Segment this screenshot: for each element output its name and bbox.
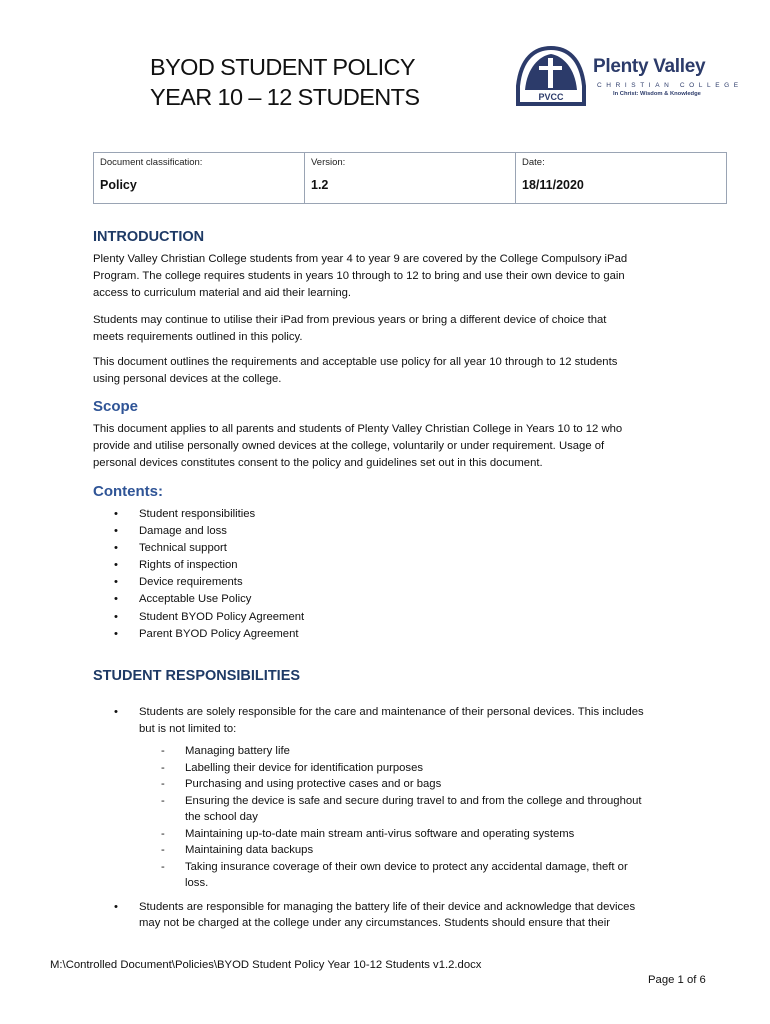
logo-name: Plenty Valley bbox=[593, 56, 706, 77]
sub-list bbox=[139, 743, 733, 892]
version-value: 1.2 bbox=[311, 178, 329, 192]
list-item: • Technical support bbox=[114, 542, 227, 555]
college-crest-icon bbox=[515, 46, 587, 110]
list-item: • Parent BYOD Policy Agreement bbox=[114, 627, 299, 640]
introduction-paragraph-1 bbox=[93, 251, 733, 303]
list-item: • Device requirements bbox=[114, 576, 243, 589]
text-line: This document applies to all parents and students of Plenty Valley Christian College in Years 10 to 12 who bbox=[93, 423, 623, 435]
text-line: personal devices constitutes consent to the policy and guidelines set out in this document. bbox=[93, 457, 543, 470]
text-line: meets requirements outlined in this policy. bbox=[93, 331, 303, 344]
introduction-paragraph-3 bbox=[93, 354, 733, 388]
sub-list-item: - Labelling their device for identification purposes bbox=[161, 761, 424, 774]
text-line: This document outlines the requirements and acceptable use policy for all year 10 through to 12 students bbox=[93, 356, 618, 368]
contents-heading: Contents: bbox=[93, 483, 163, 500]
footer-page-number: Page 1 of 6 bbox=[648, 974, 706, 986]
list-item: • Students are solely responsible for the care and maintenance of their personal devices. This includes but is not limited to: - Managing battery life - Labelling their device for identification purposes - Purchasing and using protective cases and or bags - Ensuring the device is safe and secure during travel to and from the college and throughout the school day - Maintaining up-to-date main stream anti-virus software and operating systems - Maintaining data backups - Taking insurance coverage of their own device to protect any accidental damage, theft or loss. bbox=[93, 704, 733, 892]
responsibilities-list bbox=[93, 704, 733, 932]
sub-list-item: - Maintaining data backups bbox=[161, 844, 314, 856]
text-line: using personal devices at the college. bbox=[93, 373, 282, 386]
date-label: Date: bbox=[522, 157, 545, 168]
scope-heading: Scope bbox=[93, 398, 139, 415]
college-logo bbox=[515, 46, 743, 110]
scope-paragraph bbox=[93, 421, 733, 473]
sub-list-item: - Taking insurance coverage of their own device to protect any accidental damage, theft or loss. bbox=[161, 860, 628, 889]
date-cell bbox=[516, 153, 727, 204]
responsibilities-heading: STUDENT RESPONSIBILITIES bbox=[93, 668, 301, 684]
text-line: Program. The college requires students in years 10 through to 12 to bring and use their own device to gain bbox=[93, 270, 625, 283]
document-title bbox=[150, 52, 420, 112]
list-item: • Acceptable Use Policy bbox=[114, 593, 252, 606]
sub-list-item: - Ensuring the device is safe and secure during travel to and from the college and throughout the school day bbox=[161, 794, 642, 823]
list-item: • Damage and loss bbox=[114, 525, 227, 538]
document-meta-table bbox=[93, 152, 727, 204]
svg-text:PVCC: PVCC bbox=[538, 92, 564, 102]
text-line: access to curriculum material and aid their learning. bbox=[93, 287, 352, 300]
list-item: • Rights of inspection bbox=[114, 559, 238, 572]
sub-list-item: - Purchasing and using protective cases and or bags bbox=[161, 778, 442, 790]
version-label: Version: bbox=[311, 157, 346, 168]
introduction-heading: INTRODUCTION bbox=[93, 229, 205, 245]
version-cell bbox=[305, 153, 516, 204]
sub-list-item: - Maintaining up-to-date main stream anti-virus software and operating systems bbox=[161, 827, 575, 840]
list-item: • Students are responsible for managing the battery life of their device and acknowledge that devices may not be charged at the college under any circumstances. Students should ensure that their bbox=[114, 900, 636, 929]
logo-subtitle: CHRISTIAN COLLEGE bbox=[597, 82, 743, 89]
contents-list bbox=[93, 506, 304, 643]
list-item: • Student BYOD Policy Agreement bbox=[114, 610, 305, 623]
title-line-1: BYOD STUDENT POLICY bbox=[150, 54, 416, 80]
text-line: provide and utilise personally owned devices at the college, voluntarily or under requirement. Usage of bbox=[93, 440, 605, 453]
title-line-2: YEAR 10 – 12 STUDENTS bbox=[150, 84, 420, 110]
text-line: Plenty Valley Christian College students from year 4 to year 9 are covered by the College Compulsory iPad bbox=[93, 253, 628, 265]
list-item: • Student responsibilities bbox=[114, 508, 256, 520]
classification-label: Document classification: bbox=[100, 157, 203, 168]
text-line: Students may continue to utilise their iPad from previous years or bring a different device of choice that bbox=[93, 314, 607, 326]
classification-value: Policy bbox=[100, 178, 137, 192]
classification-cell bbox=[94, 153, 305, 204]
sub-list-item: - Managing battery life bbox=[161, 745, 290, 757]
date-value: 18/11/2020 bbox=[522, 178, 584, 192]
footer-file-path: M:\Controlled Document\Policies\BYOD Student Policy Year 10-12 Students v1.2.docx bbox=[50, 959, 482, 971]
logo-motto: In Christ: Wisdom & Knowledge bbox=[613, 91, 701, 97]
introduction-paragraph-2 bbox=[93, 312, 733, 346]
